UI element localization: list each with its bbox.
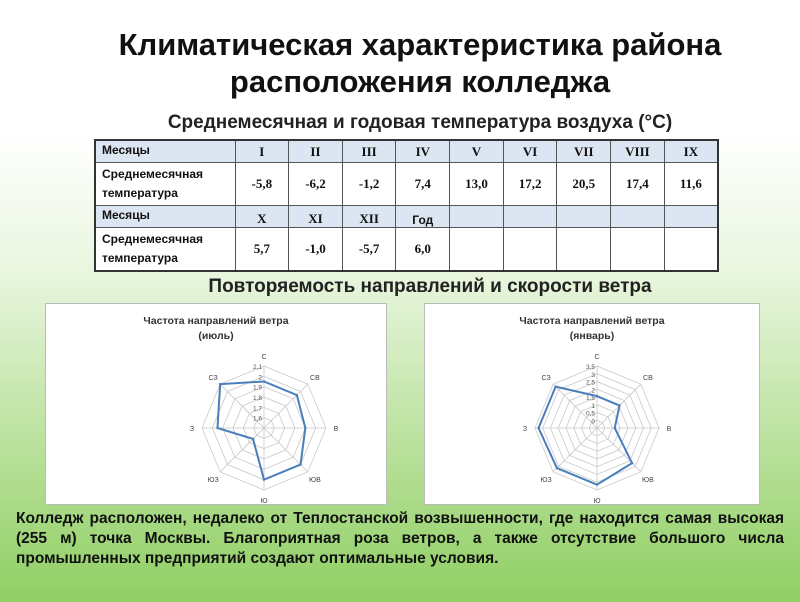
value-cell: -5,8 [235, 163, 289, 206]
value-cell: 5,7 [235, 228, 289, 272]
month-cell: I [235, 140, 289, 163]
axis-tick-label: 2,5 [585, 379, 595, 387]
data-point [252, 438, 254, 440]
month-cell: IV [396, 140, 450, 163]
month-cell: VIII [611, 140, 665, 163]
data-point [263, 380, 265, 382]
month-cell [450, 206, 504, 228]
value-cell: 7,4 [396, 163, 450, 206]
direction-label: Ю [593, 498, 601, 504]
month-cell: XII [342, 206, 396, 228]
direction-label: ЮВ [642, 476, 654, 484]
row-label: Среднемесячная температура [95, 228, 235, 272]
data-point [554, 385, 556, 387]
direction-label: С [261, 354, 267, 361]
axis-tick-label: 1 [591, 402, 595, 410]
month-cell: VI [503, 140, 557, 163]
table-row [95, 206, 718, 228]
data-point [537, 427, 539, 429]
axis-tick-label: 1,8 [252, 395, 262, 402]
axis-tick-label: 2,1 [252, 364, 262, 371]
value-cell [557, 228, 611, 272]
direction-label: ЮЗ [207, 476, 219, 484]
value-cell [503, 228, 557, 272]
value-cell [611, 228, 665, 272]
data-point [304, 427, 306, 429]
table-row [95, 163, 718, 206]
row-label: Среднемесячная температура [95, 163, 235, 206]
direction-label: ЮЗ [540, 476, 552, 484]
value-cell: 17,2 [503, 163, 557, 206]
direction-label: СЗ [208, 375, 218, 383]
data-point [618, 404, 620, 406]
data-point [556, 467, 558, 469]
data-point [596, 483, 598, 485]
month-cell: VII [557, 140, 611, 163]
chart-title-line1: Частота направлений ветра [519, 315, 665, 327]
data-point [299, 463, 301, 465]
value-cell [450, 228, 504, 272]
row-label: Месяцы [95, 206, 235, 228]
axis-tick-label: 1,9 [252, 384, 262, 392]
direction-label: Ю [260, 498, 268, 504]
radar-plot [425, 304, 759, 504]
chart-title-line1: Частота направлений ветра [143, 315, 289, 327]
data-point [614, 427, 616, 429]
axis-tick-label: 2 [591, 387, 595, 395]
table-row [95, 228, 718, 272]
value-cell: -1,2 [342, 163, 396, 206]
axis-tick-label: 1,6 [252, 415, 262, 423]
direction-label: В [666, 426, 672, 433]
radar-plot [46, 304, 386, 504]
table-row [95, 140, 718, 163]
month-cell: IX [664, 140, 718, 163]
chart-title-line2: (январь) [569, 330, 615, 342]
axis-tick-label: 1,5 [585, 395, 595, 402]
temperature-section-title: Среднемесячная и годовая температура воздуха (°С) [167, 112, 673, 133]
wind-section-title: Повторяемость направлений и скорости ветра [208, 276, 652, 297]
data-point [596, 395, 598, 397]
direction-label: ЮВ [309, 476, 321, 484]
axis-tick-label: 3 [591, 371, 595, 379]
month-cell: III [342, 140, 396, 163]
value-cell [664, 228, 718, 272]
axis-tick-label: 1,7 [252, 405, 262, 413]
month-cell: II [289, 140, 343, 163]
month-cell [664, 206, 718, 228]
value-cell: -1,0 [289, 228, 343, 272]
value-cell: 11,6 [664, 163, 718, 206]
wind-rose-chart-january [424, 303, 760, 505]
row-label: Месяцы [95, 140, 235, 163]
axis-tick-label: 0 [591, 418, 595, 426]
direction-label: СВ [310, 375, 320, 383]
value-cell: -5,7 [342, 228, 396, 272]
month-cell: XI [289, 206, 343, 228]
axis-tick-label: 2 [258, 374, 262, 382]
month-cell [503, 206, 557, 228]
axis-tick-label: 0,5 [585, 410, 595, 418]
data-point [263, 478, 265, 480]
month-cell [557, 206, 611, 228]
direction-label: СВ [643, 375, 653, 383]
value-cell: 17,4 [611, 163, 665, 206]
value-cell: -6,2 [289, 163, 343, 206]
chart-title-line2: (июль) [198, 330, 234, 342]
direction-label: В [333, 426, 339, 433]
direction-label: С [594, 354, 600, 361]
data-point [631, 462, 633, 464]
wind-rose-chart-july [45, 303, 387, 505]
data-point [216, 427, 218, 429]
month-cell: V [450, 140, 504, 163]
data-point [219, 383, 221, 385]
direction-label: З [522, 426, 528, 433]
value-cell: 6,0 [396, 228, 450, 272]
data-point [296, 394, 298, 396]
direction-label: СЗ [541, 375, 551, 383]
month-cell [611, 206, 665, 228]
value-cell: 13,0 [450, 163, 504, 206]
page-title: Климатическая характеристика района расположения колледжа [118, 27, 722, 99]
month-cell: X [235, 206, 289, 228]
temperature-table [94, 139, 719, 272]
description-text: Колледж расположен, недалеко от Теплостанской возвышенности, где находится самая высокая (255 м) точка Москвы. Благоприятная роза ветров, а также отсутствие большого числа промышленных предприятий создают оптимальные условия. [16, 510, 784, 567]
direction-label: З [189, 426, 195, 433]
axis-tick-label: 3,5 [585, 364, 595, 371]
month-cell: Год [396, 206, 450, 228]
value-cell: 20,5 [557, 163, 611, 206]
